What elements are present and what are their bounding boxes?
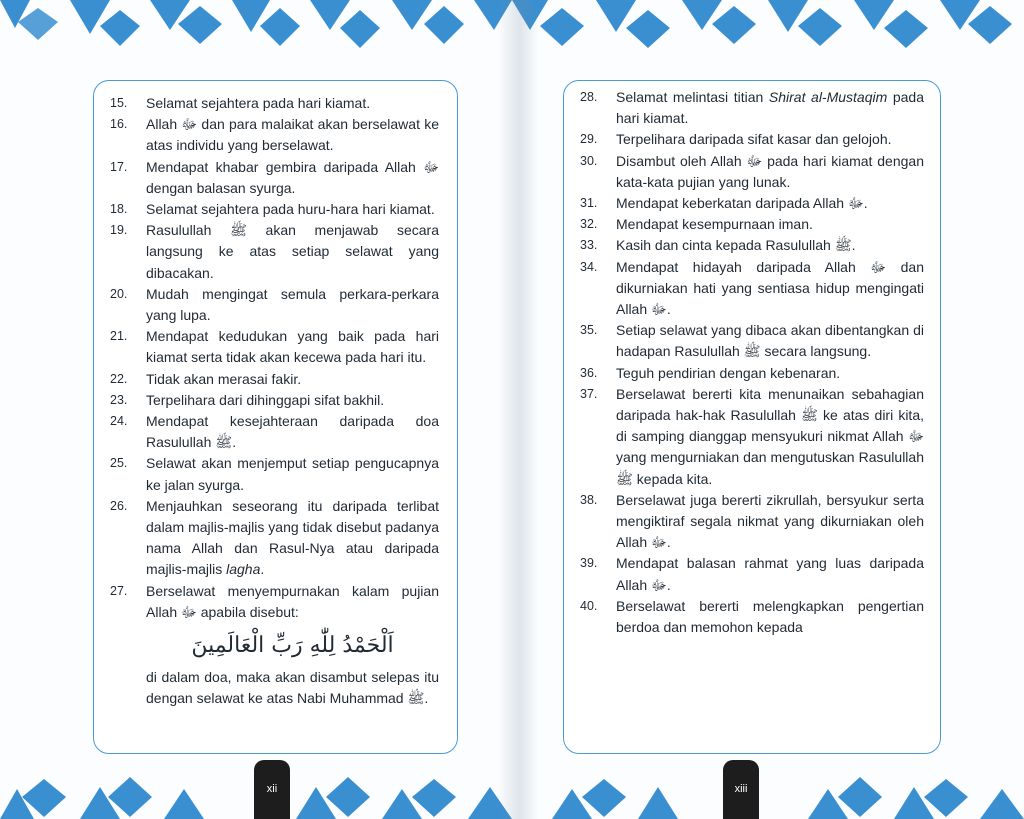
item-number: 26. <box>110 498 128 513</box>
right-page <box>512 0 1024 819</box>
item-text: Setiap selawat yang dibaca akan dibentangkan di hadapan Rasulullah ﷺ secara langsung. <box>616 322 924 360</box>
list-item <box>108 157 439 199</box>
item-number: 15. <box>110 96 128 110</box>
item-text: Selawat akan menjemput setiap pengucapnya ke jalan syurga. <box>146 455 439 493</box>
list-item <box>108 326 439 368</box>
item-text: Berselawat bererti kita menunaikan sebahagian daripada hak-hak Rasulullah ﷺ ke atas diri kita, di samping dianggap mensyukuri nikmat Allah ﷻ yang mengurniakan dan mengutuskan Rasulullah ﷺ kepada kita. <box>616 385 924 487</box>
list-item <box>578 384 924 490</box>
page-number-left: xii <box>266 783 278 795</box>
list-item <box>578 257 924 321</box>
item-number: 17. <box>110 159 128 174</box>
list-item <box>108 284 439 326</box>
list-item <box>578 87 924 129</box>
list-item <box>578 490 924 554</box>
item-text: Selamat melintasi titian Shirat al-Mustaqim pada hari kiamat. <box>616 89 924 127</box>
item-number: 20. <box>110 286 128 301</box>
italic-term: lagha <box>226 561 261 578</box>
item-number: 31. <box>580 196 598 211</box>
item-number: 38. <box>580 492 598 507</box>
item-text: Berselawat menyempurnakan kalam pujian Allah ﷻ apabila disebut: <box>146 582 439 620</box>
item-text: Selamat sejahtera pada hari kiamat. <box>146 95 371 111</box>
item-number: 40. <box>580 598 598 613</box>
list-item <box>578 129 924 150</box>
list-item <box>108 496 439 581</box>
content-panel-right <box>563 80 941 754</box>
top-ornament-left <box>0 0 512 60</box>
benefit-list-left <box>108 93 439 623</box>
list-item <box>108 390 439 411</box>
item-number: 29. <box>580 132 598 147</box>
item-text: Mendapat kesejahteraan daripada doa Rasulullah ﷺ. <box>146 413 439 451</box>
item-text: Allah ﷻ dan para malaikat akan berselawat ke atas individu yang berselawat. <box>146 116 439 154</box>
item-text: Tidak akan merasai fakir. <box>146 370 302 387</box>
list-item <box>108 114 439 156</box>
item-number: 33. <box>580 238 598 253</box>
page-number-right: xiii <box>734 783 748 795</box>
continuation-paragraph: di dalam doa, maka akan disambut selepas itu dengan selawat ke atas Nabi Muhammad ﷺ. <box>146 669 439 707</box>
item-text: Kasih dan cinta kepada Rasulullah ﷺ. <box>616 237 856 254</box>
list-item <box>578 193 924 214</box>
list-item <box>578 235 924 256</box>
item-number: 35. <box>580 323 598 338</box>
item-text: Selamat sejahtera pada huru-hara hari kiamat. <box>146 201 435 218</box>
item-number: 34. <box>580 259 598 274</box>
item-text: Berselawat bererti melengkapkan pengertian berdoa dan memohon kepada <box>616 597 924 636</box>
item-text: Rasulullah ﷺ akan menjawab secara langsung ke atas setiap selawat yang dibacakan. <box>146 222 439 281</box>
item-number: 23. <box>110 392 128 407</box>
list-item <box>578 553 924 595</box>
item-text: Mudah mengingat semula perkara-perkara yang lupa. <box>146 285 439 324</box>
item-number: 30. <box>580 153 598 168</box>
item-text: Disambut oleh Allah ﷻ pada hari kiamat dengan kata-kata pujian yang lunak. <box>616 152 924 190</box>
list-item <box>108 220 439 284</box>
italic-term: Shirat al-Mustaqim <box>768 89 888 105</box>
item-text: Terpelihara dari dihinggapi sifat bakhil. <box>146 391 385 408</box>
list-item <box>108 369 439 390</box>
list-item <box>578 363 924 384</box>
list-item <box>108 93 439 114</box>
arabic-verse: اَلْحَمْدُ لِلّٰهِ رَبِّ الْعَالَمِينَ <box>191 633 394 659</box>
item-number: 28. <box>580 90 598 104</box>
item-number: 36. <box>580 365 598 380</box>
list-item <box>578 596 924 638</box>
item-text: Berselawat juga bererti zikrullah, bersyukur serta mengiktiraf segala nikmat yang dikurniakan oleh Allah ﷻ. <box>616 491 924 551</box>
item-text: Menjauhkan seseorang itu daripada terlibat dalam majlis-majlis yang tidak disebut padanya nama Allah dan Rasul-Nya atau daripada majlis-majlis lagha. <box>146 497 439 578</box>
item-number: 32. <box>580 217 598 232</box>
content-panel-left <box>93 80 458 754</box>
item-text: Mendapat khabar gembira daripada Allah ﷻ dengan balasan syurga. <box>146 158 439 196</box>
bottom-ornament-right <box>512 759 1024 819</box>
item-text: Mendapat hidayah daripada Allah ﷻ dan dikurniakan hati yang sentiasa hidup mengingati Allah ﷻ. <box>616 258 925 318</box>
item-number: 21. <box>110 329 128 344</box>
list-item <box>108 411 439 453</box>
item-text: Mendapat kesempurnaan iman. <box>616 216 813 233</box>
top-ornament-right <box>512 0 1024 60</box>
item-number: 24. <box>110 414 128 429</box>
item-text: Teguh pendirian dengan kebenaran. <box>616 364 841 381</box>
book-gutter <box>498 0 538 819</box>
item-number: 39. <box>580 556 598 571</box>
list-item <box>108 453 439 495</box>
list-item <box>578 151 924 193</box>
list-item <box>578 320 924 362</box>
item-number: 19. <box>110 223 128 238</box>
item-number: 25. <box>110 456 128 471</box>
item-number: 27. <box>110 583 128 598</box>
item-text: Mendapat kedudukan yang baik pada hari kiamat serta tidak akan kecewa pada hari itu. <box>146 328 439 366</box>
item-number: 18. <box>110 202 128 217</box>
item-text: Mendapat keberkatan daripada Allah ﷻ. <box>616 195 868 212</box>
item-text: Mendapat balasan rahmat yang luas daripada Allah ﷻ. <box>616 555 924 593</box>
item-number: 16. <box>110 117 128 132</box>
list-item <box>108 581 439 623</box>
benefit-list-right <box>578 87 924 638</box>
item-number: 37. <box>580 386 598 401</box>
item-number: 22. <box>110 371 128 386</box>
list-item <box>108 199 439 220</box>
item-text: Terpelihara daripada sifat kasar dan gelojoh. <box>616 131 892 148</box>
list-item <box>578 214 924 235</box>
